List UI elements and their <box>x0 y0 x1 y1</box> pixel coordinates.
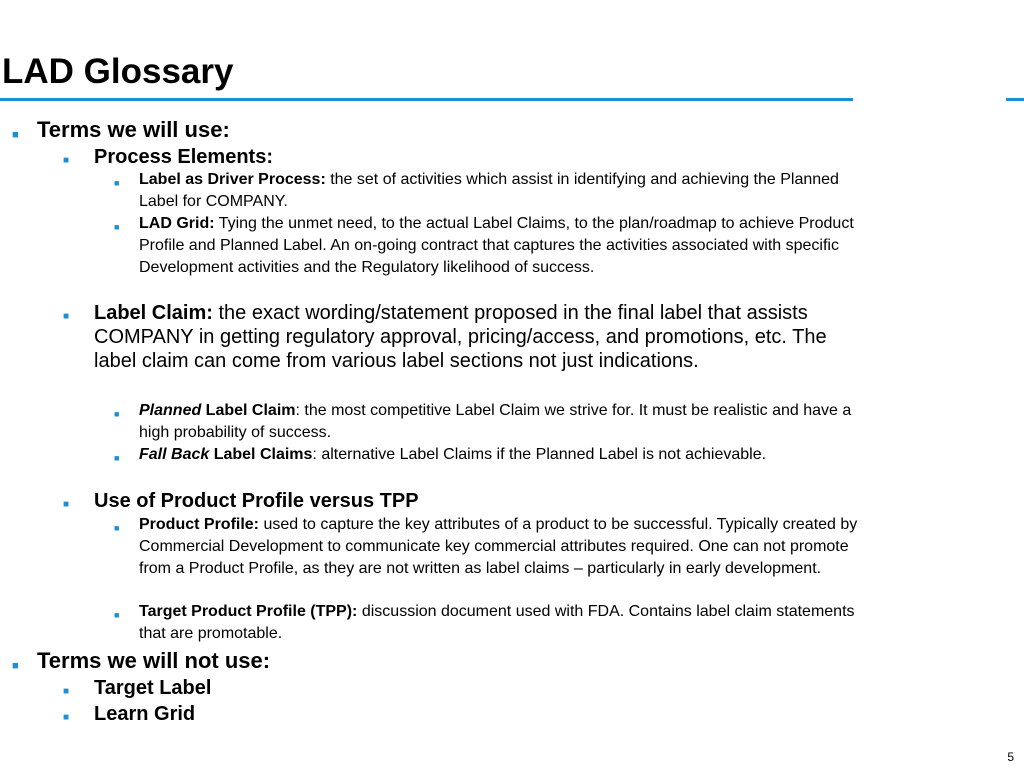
term-italic: Planned <box>139 402 202 419</box>
square-bullet-icon: ■ <box>114 453 120 463</box>
bullet-terms-we-will-use: ■ Terms we will use: <box>37 117 937 143</box>
bullet-terms-we-will-not-use: ■ Terms we will not use: <box>37 648 937 674</box>
bullet-label-claim <box>63 301 854 373</box>
square-bullet-icon: ■ <box>63 686 70 697</box>
square-bullet-icon: ■ <box>12 660 19 672</box>
square-bullet-icon: ■ <box>114 178 120 188</box>
definition: : alternative Label Claims if the Planned Label is not achievable. <box>312 446 767 463</box>
bullet-learn-grid: ■ Learn Grid <box>94 702 854 726</box>
square-bullet-icon: ■ <box>63 155 70 166</box>
square-bullet-icon: ■ <box>63 712 70 723</box>
slide-title: LAD Glossary <box>2 52 234 91</box>
definition: the exact wording/statement proposed in the final label that assists COMPANY in getting regulatory approval, pricing/access, and promotions, etc. The label claim can come from various label sections not just indications. <box>94 302 827 372</box>
definition: : the most competitive Label Claim we strive for. It must be realistic and have a high probability of success. <box>139 402 852 441</box>
bullet-planned-label-claim <box>114 400 864 444</box>
definition: discussion document used with FDA. Contains label claim statements that are promotable. <box>139 603 855 642</box>
title-underline <box>0 98 853 101</box>
term: Label as Driver Process: <box>139 171 326 188</box>
bullet-target-product-profile <box>114 601 864 645</box>
bullet-product-profile <box>114 514 864 580</box>
bullet-fall-back-label-claims <box>114 444 864 466</box>
term: Product Profile: <box>139 516 260 533</box>
term: LAD Grid: <box>139 215 215 232</box>
square-bullet-icon: ■ <box>114 523 120 533</box>
square-bullet-icon: ■ <box>63 311 70 322</box>
square-bullet-icon: ■ <box>114 610 120 620</box>
definition: Tying the unmet need, to the actual Label Claims, to the plan/roadmap to achieve Product Profile and Planned Label. An on-going contract that captures the activities associated with specific Development activities and the Regulatory likelihood of success. <box>139 215 854 276</box>
definition: the set of activities which assist in identifying and achieving the Planned Label for COMPANY. <box>139 171 839 210</box>
bullet-lad-grid <box>114 213 864 279</box>
square-bullet-icon: ■ <box>63 499 70 510</box>
square-bullet-icon: ■ <box>114 409 120 419</box>
bullet-product-profile-vs-tpp: ■ Use of Product Profile versus TPP <box>94 489 854 513</box>
term: Label Claims <box>209 446 313 463</box>
bullet-label-as-driver-process <box>114 169 864 213</box>
page-number: 5 <box>1007 750 1014 764</box>
square-bullet-icon: ■ <box>114 222 120 232</box>
bullet-target-label: ■ Target Label <box>94 676 854 700</box>
term: Label Claim <box>201 402 296 419</box>
term: Target Product Profile (TPP): <box>139 603 358 620</box>
bullet-process-elements: ■ Process Elements: <box>94 145 854 169</box>
square-bullet-icon: ■ <box>12 129 19 141</box>
term: Label Claim: <box>94 302 213 324</box>
title-underline-right <box>1006 98 1024 101</box>
definition: used to capture the key attributes of a product to be successful. Typically created by Commercial Development to communicate key commercial attributes required. One can not promote from a Product Profile, as they are not written as label claims – particularly in early development. <box>139 516 858 577</box>
term-italic: Fall Back <box>139 446 210 463</box>
